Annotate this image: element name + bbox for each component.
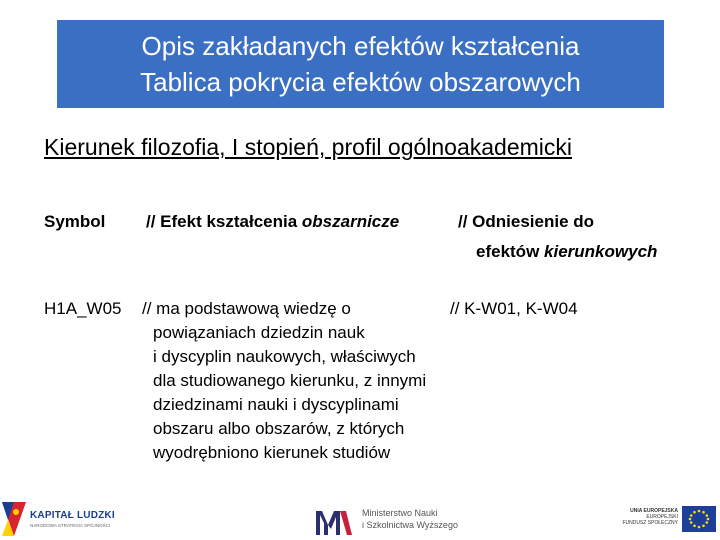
entry-desc-line7: wyodrębniono kierunek studiów [153,443,391,462]
kapital-ludzki-logo [0,496,125,540]
slide-subtitle: Kierunek filozofia, I stopień, profil ogólnoakademicki [44,134,573,160]
header-reference-italic: kierunkowych [544,242,658,261]
entry-symbol: H1A_W05 [44,299,122,318]
slide-title-line2: Tablica pokrycia efektów obszarowych [140,67,581,97]
entry-desc-line5: dziedzinami nauki i dyscyplinami [153,395,399,414]
kapital-ludzki-text: KAPITAŁ LUDZKI [30,510,115,521]
eu-logo [620,504,720,540]
slide-title-box [57,20,664,108]
header-reference-line1: // Odniesienie do [458,212,595,231]
eu-text-line1: UNIA EUROPEJSKA [630,508,678,514]
entry-desc-line4: dla studiowanego kierunku, z innymi [153,371,427,390]
eu-text-line3: FUNDUSZ SPOŁECZNY [622,520,678,526]
header-reference-prefix: efektów [476,242,545,261]
header-effect-prefix: // Efekt kształcenia [146,212,302,231]
entry-reference: // K-W01, K-W04 [450,299,578,318]
eu-text-line2: EUROPEJSKI [646,514,678,520]
ministry-text-line1: Ministerstwo Nauki [362,508,438,518]
ministry-text [362,507,458,531]
header-effect [146,212,399,232]
eu-text [620,508,678,526]
eu-flag-icon [682,506,716,532]
header-symbol: Symbol [44,212,106,231]
ministry-mark-icon [314,507,354,537]
header-effect-italic: obszarnicze [301,212,400,231]
slide-title-line1: Opis zakładanych efektów kształcenia [141,31,580,61]
entry-desc-line3: i dyscyplin naukowych, właściwych [153,347,416,366]
kapital-ludzki-flag-icon [0,498,28,538]
kapital-ludzki-subtext: NARODOWA STRATEGIA SPÓJNOŚCI [30,523,111,528]
entry-desc-line1: // ma podstawową wiedzę o [142,299,351,318]
entry-desc-line2: powiązaniach dziedzin nauk [153,323,365,342]
ministry-logo [314,506,458,540]
header-reference-line2 [476,242,657,262]
entry-desc-line6: obszaru albo obszarów, z których [153,419,405,438]
ministry-text-line2: i Szkolnictwa Wyższego [362,520,458,530]
